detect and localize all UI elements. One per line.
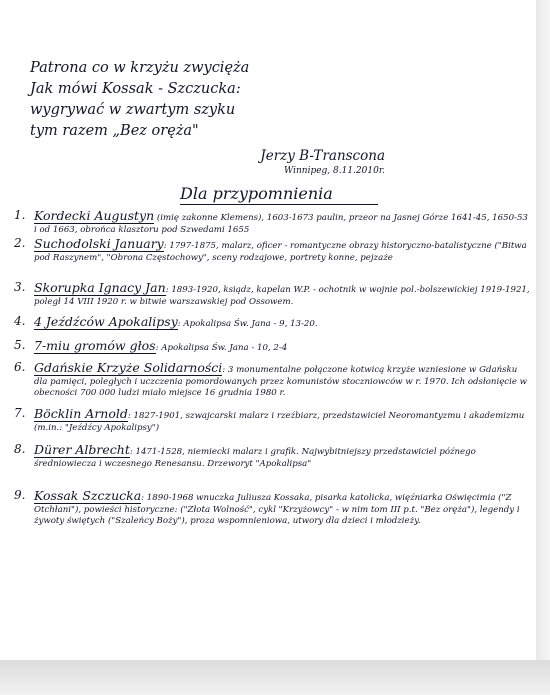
entry-name: Skorupka Ignacy Jan <box>34 280 166 295</box>
entry-description: : 1890-1968 wnuczka Juliusza Kossaka, pisarka katolicka, więźniarka Oświęcimia ("Z Otchłani"), powieści historyczne: ("Złota Wolność", cykl "Krzyżowcy" - w nim tom III p.t. "Bez oręża"), legendy i żywoty świętych ("Szaleńcy Boży"), proza wspomnieniowa, utwory dla dzieci i młodzieży. <box>34 493 520 526</box>
entry-number: 8. <box>14 442 26 456</box>
entry-name: Böcklin Arnold <box>34 406 128 421</box>
page-edge-shadow <box>536 0 550 695</box>
poem-line: Jak mówi Kossak - Szczucka: <box>30 81 241 97</box>
entry-name: Kordecki Augustyn <box>34 208 155 223</box>
footnote-entry <box>14 490 532 528</box>
signature-block <box>225 148 385 177</box>
entry-name: Suchodolski January <box>34 236 164 251</box>
entry-name: 7-miu gromów głos <box>34 338 156 353</box>
entry-number: 1. <box>14 208 26 222</box>
poem-line: tym razem „Bez oręża" <box>30 123 199 139</box>
entry-number: 5. <box>14 338 26 352</box>
footnote-entry <box>14 238 532 264</box>
poem-line: Patrona co w krzyżu zwycięża <box>30 60 250 76</box>
footnote-entry <box>14 408 532 434</box>
place-date: Winnipeg, 8.11.2010r. <box>284 166 385 176</box>
entry-description: : 1797-1875, malarz, oficer - romantyczne obrazy historyczno-batalistyczne ("Bitwa pod Raszynem", "Obrona Częstochowy", sceny rodzajowe, portrety konne, pejzaże <box>34 241 527 263</box>
entry-name: Kossak Szczucka <box>34 488 142 503</box>
footnote-entry <box>14 340 532 355</box>
entry-name: Gdańskie Krzyże Solidarności <box>34 360 223 375</box>
entry-description: : Apokalipsa Św. Jana - 10, 2-4 <box>155 343 288 353</box>
entry-description: (imię zakonne Klemens), 1603-1673 paulin, przeor na Jasnej Górze 1641-45, 1650-53 i od 1663, obrońca klasztoru pod Szwedami 1655 <box>34 213 528 235</box>
entry-description: : Apokalipsa Św. Jana - 9, 13-20. <box>177 319 318 329</box>
entry-number: 6. <box>14 360 26 374</box>
entry-description: : 3 monumentalne połączone kotwicą krzyże wzniesione w Gdańsku dla pamięci, poległych i uczczenia pomordowanych przez komunistów stoczniowców w r. 1970. Ich odsłonięcie w obecności 700 000 ludzi miało miejsce 16 grudnia 1980 r. <box>34 365 528 398</box>
scan-bottom-margin <box>0 660 550 695</box>
poem-line: wygrywać w zwartym szyku <box>30 102 236 118</box>
entry-description: : 1893-1920, ksiądz, kapelan W.P. - ochotnik w wojnie pol.-bolszewickiej 1919-1921, poległ 14 VIII 1920 r. w bitwie warszawskiej pod Ossowem. <box>34 285 530 307</box>
footnote-entry <box>14 210 532 236</box>
footnote-entry <box>14 362 532 400</box>
footnote-entry <box>14 282 532 308</box>
entry-number: 4. <box>14 314 26 328</box>
author-signature: Jerzy B-Transcona <box>260 148 385 164</box>
entry-number: 2. <box>14 236 26 250</box>
entry-description: : 1827-1901, szwajcarski malarz i rzeźbiarz, przedstawiciel Neoromantyzmu i akademizmu (m.in.: "Jeźdźcy Apokalipsy") <box>34 411 525 433</box>
entry-number: 9. <box>14 488 26 502</box>
entry-name: Dürer Albrecht <box>34 442 130 457</box>
entry-description: : 1471-1528, niemiecki malarz i grafik. Najwybitniejszy przedstawiciel późnego średniowiecza i wczesnego Renesansu. Drzeworyt "Apokalipsa" <box>34 447 476 469</box>
poem <box>30 58 360 142</box>
section-heading: Dla przypomnienia <box>180 184 333 203</box>
footnote-entry <box>14 444 532 470</box>
entry-name: 4 Jeźdźców Apokalipsy <box>34 314 178 329</box>
entry-number: 7. <box>14 406 26 420</box>
heading-underline <box>180 204 378 205</box>
footnote-entry <box>14 316 532 331</box>
entry-number: 3. <box>14 280 26 294</box>
